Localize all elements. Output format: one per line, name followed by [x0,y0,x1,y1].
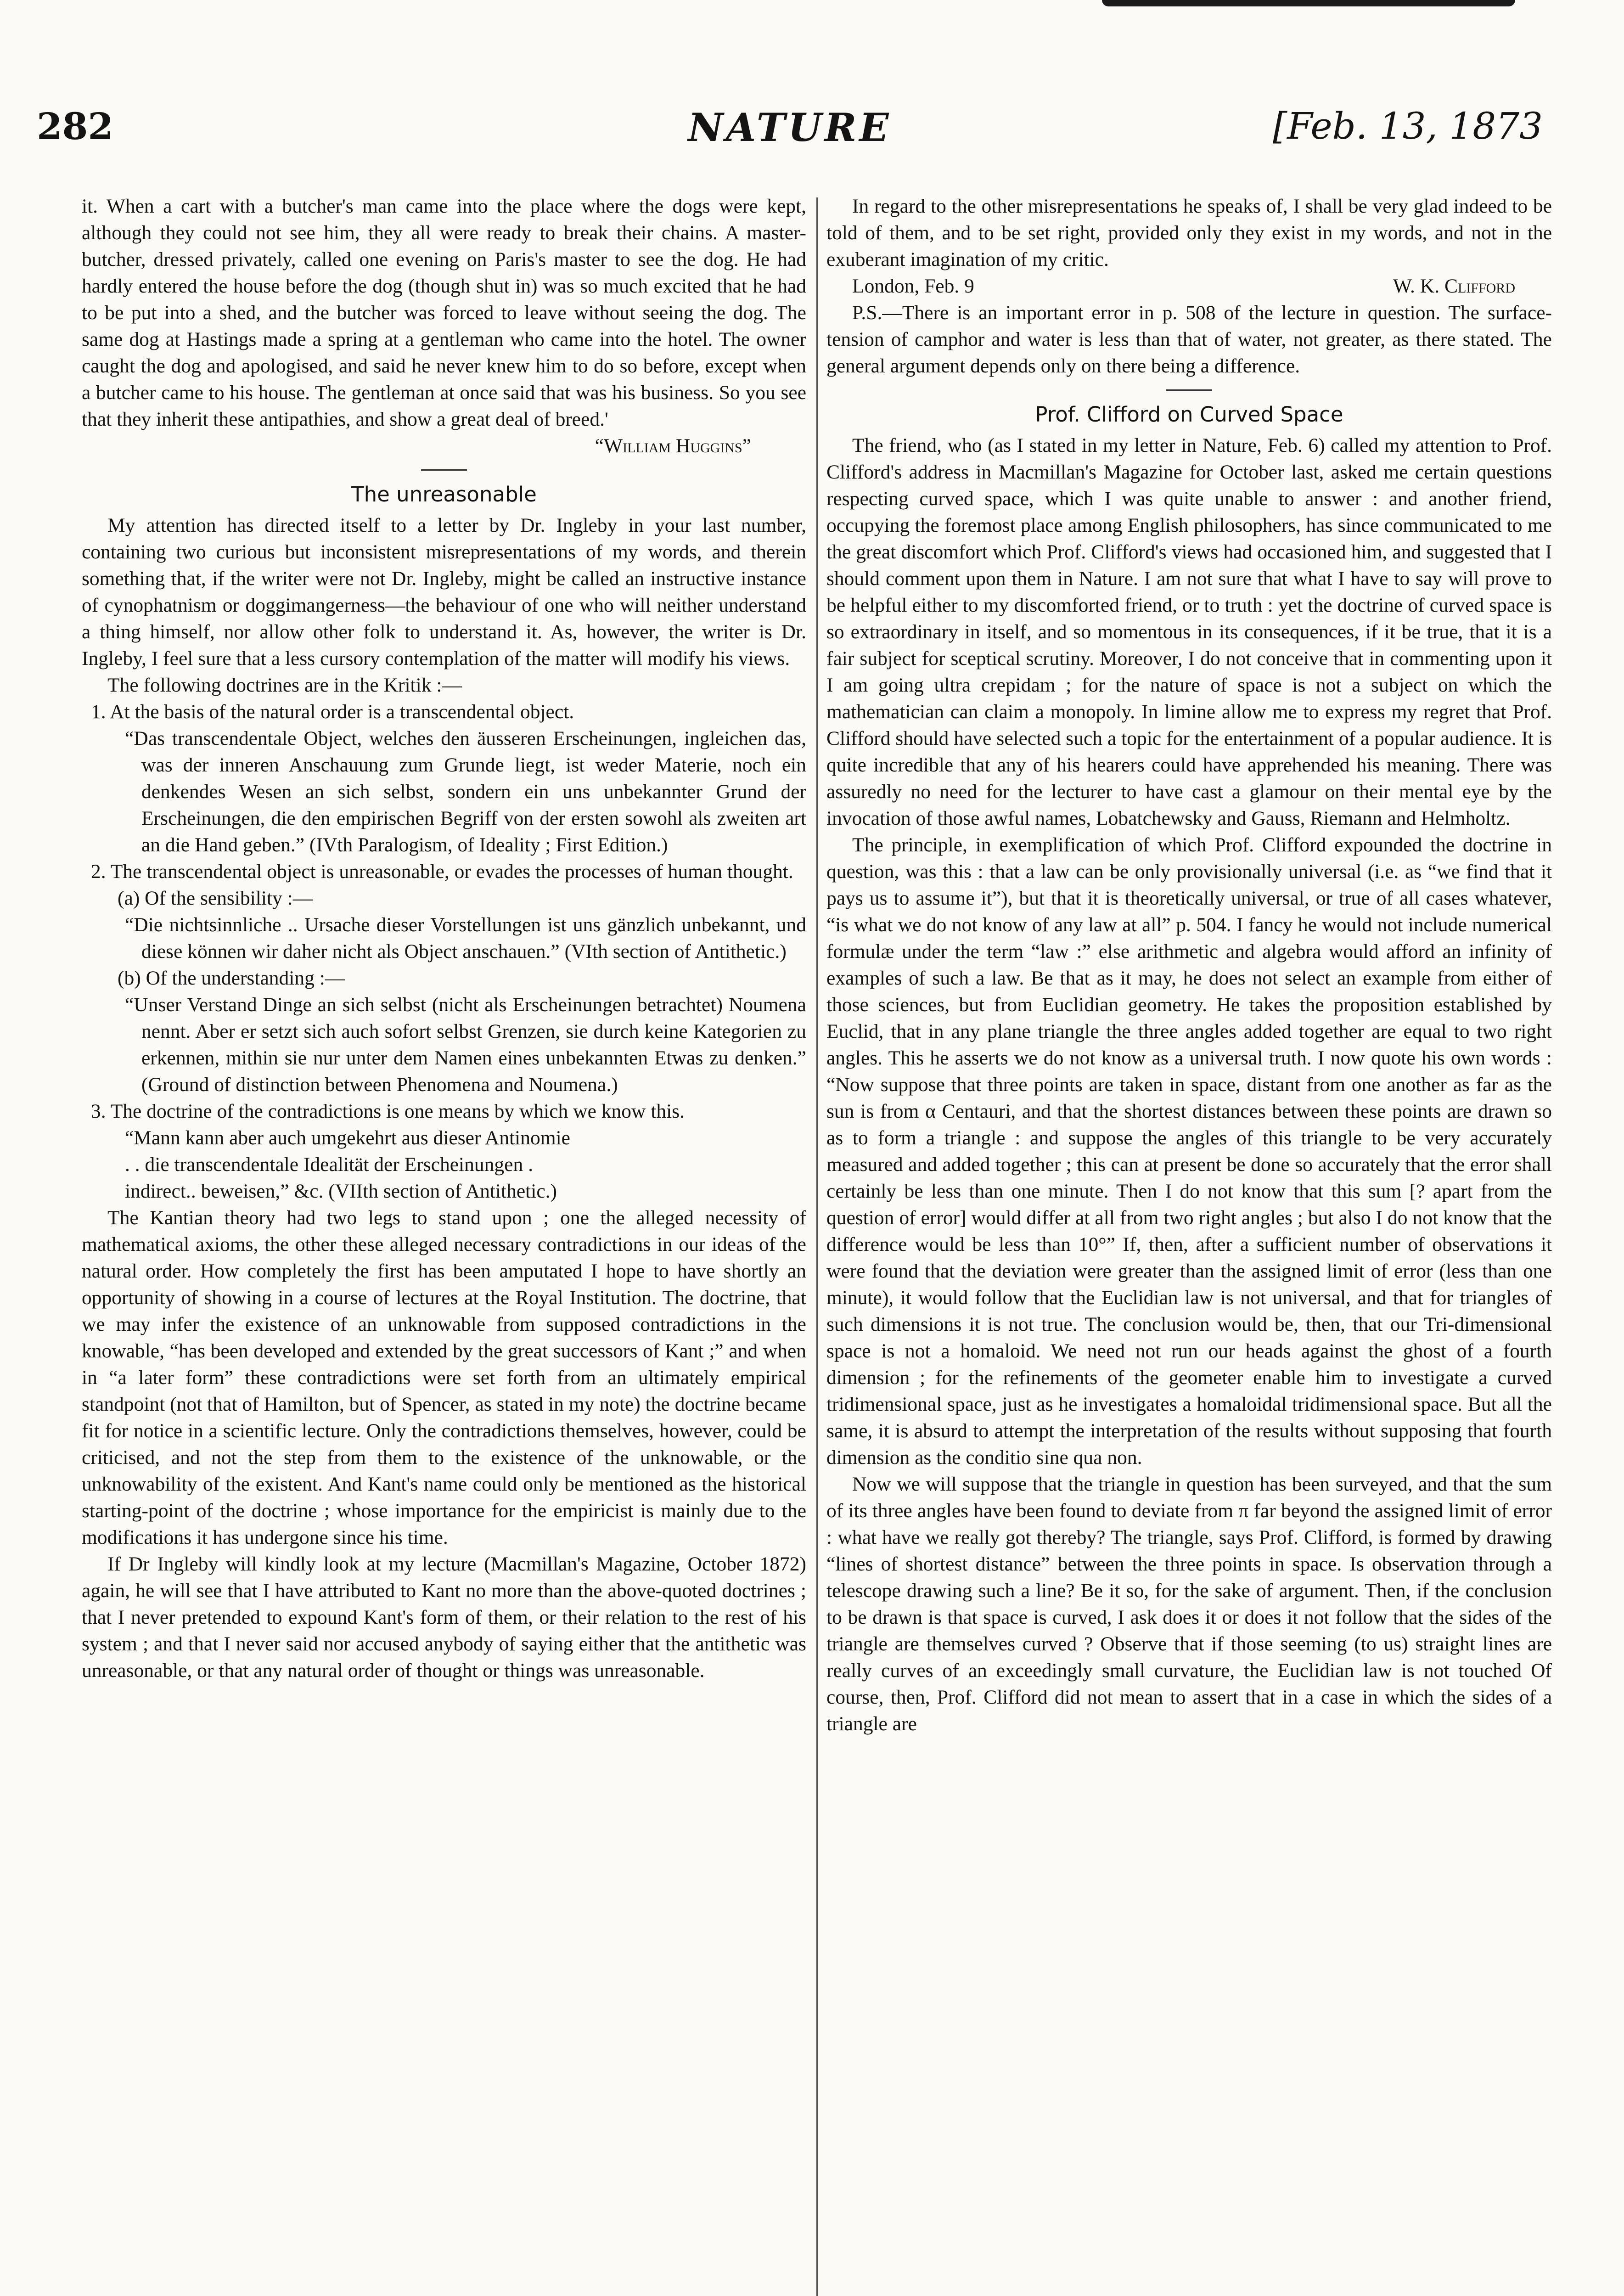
quotation: “Das transcendentale Object, welches den äusseren Erscheinungen, ingleichen das, was der inneren Anschauung zum Grunde liegt, ist weder Materie, noch ein denkendes Wesen an sich selbst, sondern ein uns unbekannter Grund der Erscheinungen, die den empirischen Begriff von der ersten sowohl als zweiten art an die Hand geben.” (IVth Paralogism, of Ideality ; First Edition.) [125,727,806,856]
list-item: 3. The doctrine of the contradictions is one means by which we know this. [91,1100,685,1122]
article-heading: The unreasonable [351,482,537,506]
column-divider [816,197,818,2296]
issue-date: [Feb. 13, 1873 [1272,105,1543,147]
paragraph: My attention has directed itself to a letter by Dr. Ingleby in your last number, containing two curious but inconsistent misrepresentations of my words, and therein something that, if the writer were not Dr. Ingleby, might be called an instructive instance of cynophatnism or doggimangerness—the behaviour of one who will neither understand a thing himself, nor allow other folk to understand it. As, however, the writer is Dr. Ingleby, I feel sure that a less cursory contemplation of the matter will modify his views. [82,514,806,670]
left-column [82,193,806,1684]
list-item: 1. At the basis of the natural order is a transcendental object. [91,701,574,723]
signature-line [826,273,1552,299]
quotation: “Unser Verstand Dinge an sich selbst (nicht als Erscheinungen betrachtet) Noumena nennt. Aber er setzt sich auch sofort selbst Grenzen, sie durch keine Kategorien zu erkennen, mithin sie nur unter dem Namen eines unbekannten Etwas zu denken.” (Ground of distinction between Phenomena and Noumena.) [125,994,806,1096]
list-item: 2. The transcendental object is unreasonable, or evades the processes of human thought. [91,861,793,883]
paragraph: The friend, who (as I stated in my letter in Nature, Feb. 6) called my attention to Prof. Clifford's address in Macmillan's Magazine for October last, asked me certain questions respecting curved space, which I was quite unable to answer : and another friend, occupying the foremost place among English philosophers, has since communicated to me the great discomfort which Prof. Clifford's views had occasioned him, and suggested that I should comment upon them in Nature. I am not sure that what I have to say will prove to be helpful either to my discomforted friend, or to truth : yet the doctrine of curved space is so extraordinary in itself, and so momentous in its consequences, if it be true, that it is a fair subject for sceptical scrutiny. Moreover, I do not conceive that in commenting upon it I am going ultra crepidam ; for the nature of space is not a subject on which the mathematician can claim a monopoly. In limine allow me to express my regret that Prof. Clifford should have selected such a topic for the entertainment of a popular audience. It is quite incredible that any of his hearers could have apprehended his meaning. There was assuredly no need for the lecturer to have cast a glamour on their mental eye by the invocation of those awful names, Lobatchewsky and Gauss, Riemann and Helmholtz. [826,434,1552,829]
right-column [826,193,1552,1737]
page-header [37,105,1543,169]
journal-title: NATURE [688,105,892,150]
place-date: London, Feb. 9 [852,275,974,297]
divider [1166,389,1212,391]
article-heading: Prof. Clifford on Curved Space [1035,402,1343,427]
top-edge-rule [1102,0,1515,6]
paragraph: it. When a cart with a butcher's man came into the place where the dogs were kept, although they could not see him, they all were ready to break their chains. A master-butcher, dressed privately, called one evening on Paris's master to see the dog. He had hardly entered the house before the dog (though shut in) was so much excited that he had to be put into a shed, and the butcher was forced to leave without seeing the dog. The same dog at Hastings made a spring at a gentleman who came into the hotel. The owner caught the dog and apologised, and said he never knew him to do so before, except when a butcher came to his house. The gentleman at once said that was his business. So you see that they inherit these antipathies, and show a great deal of breed.' [82,195,806,430]
paragraph: If Dr Ingleby will kindly look at my lecture (Macmillan's Magazine, October 1872) again, he will see that I have attributed to Kant no more than the above-quoted doctrines ; that I never pretended to expound Kant's form of them, or their relation to the rest of his system ; and that I never said nor accused anybody of saying either that the antithetic was unreasonable, or that any natural order of thought or things was unreasonable. [82,1553,806,1682]
quotation: “Die nichtsinnliche .. Ursache dieser Vorstellungen ist uns gänzlich unbekannt, und diese können wir daher nicht als Object anschauen.” (VIth section of Antithetic.) [125,914,806,962]
quotation: indirect.. beweisen,” &c. (VIIth section of Antithetic.) [125,1180,557,1202]
paragraph: The following doctrines are in the Kritik :— [107,674,462,696]
list-subitem: (b) Of the understanding :— [118,967,345,989]
divider [421,469,467,471]
paragraph: In regard to the other misrepresentations he speaks of, I shall be very glad indeed to be told of them, and to be set right, provided only they exist in my words, and not in the exuberant imagination of my critic. [826,195,1552,270]
signature: “William Huggins” [595,435,751,457]
paragraph: The Kantian theory had two legs to stand upon ; one the alleged necessity of mathematical axioms, the other these alleged necessary contradictions in our ideas of the natural order. How completely the first has been amputated I hope to have shortly an opportunity of showing in a course of lectures at the Royal Institution. The doctrine, that we may infer the existence of an unknowable from supposed contradictions in the knowable, “has been developed and extended by the great successors of Kant ;” and when in “a later form” these contradictions were set forth from an ultimately empirical standpoint (not that of Hamilton, but of Spencer, as stated in my note) the doctrine became fit for notice in a scientific lecture. Only the contradictions themselves, however, could be criticised, and not the step from them to the existence of the unknowable, or the unknowability of the existent. And Kant's name could only be mentioned as the historical starting-point of the doctrine ; whose importance for the empiricist is mainly due to the modifications it has undergone since his time. [82,1207,806,1548]
paragraph: The principle, in exemplification of which Prof. Clifford expounded the doctrine in question, was this : that a law can be only provisionally universal (i.e. as “we find that it pays us to assume it”), but that it is theoretically universal, or true of all cases whatever, “is what we do not know of any law at all” p. 504. I fancy he would not include numerical formulæ under the term “law :” else arithmetic and algebra would afford an infinity of examples of such a law. Be that as it may, he does not select an example from either of those sciences, but from Euclidian geometry. He takes the proposition established by Euclid, that in any plane triangle the three angles added together are equal to two right angles. This he asserts we do not know as a universal truth. I now quote his own words : “Now suppose that three points are taken in space, distant from one another as far as the sun is from α Centauri, and that the shortest distances between these points are drawn so as to form a triangle : and suppose the angles of this triangle to be very accurately measured and added together ; this can at present be done so accurately that the error shall certainly be less than one minute. Then I do not know that this sum [? apart from the question of error] would differ at all from two right angles ; but also I do not know that the difference would be less than 10°” If, then, after a sufficient number of observations it were found that the deviation were greater than the assigned limit of error (less than one minute), it would follow that the Euclidian law is not universal, and that for triangles of such dimensions it is not true. The conclusion would be, then, that our Tri-dimensional space is not a homaloid. We need not run our heads against the ghost of a fourth dimension ; for the refinements of the geometer enable him to investigate a curved tridimensional space, just as he investigates a homaloidal tridimensional space. But all the same, it is absurd to attempt the interpretation of the results without supposing that fourth dimension as the conditio sine qua non. [826,834,1552,1469]
postscript: P.S.—There is an important error in p. 508 of the lecture in question. The surface-tension of camphor and water is less than that of water, not greater, as there stated. The general argument depends only on there being a difference. [826,302,1552,377]
page-number: 282 [37,105,113,148]
quotation: “Mann kann aber auch umgekehrt aus dieser Antinomie [125,1127,570,1149]
signature: W. K. Clifford [1393,275,1515,297]
quotation: . . die transcendentale Idealität der Erscheinungen . [125,1154,533,1176]
list-subitem: (a) Of the sensibility :— [118,887,313,909]
paragraph: Now we will suppose that the triangle in question has been surveyed, and that the sum of its three angles have been found to deviate from π far beyond the assigned limit of error : what have we really got thereby? The triangle, says Prof. Clifford, is formed by drawing “lines of shortest distance” between the three points in space. Is observation through a telescope drawing such a line? Be it so, for the sake of argument. Then, if the conclusion to be drawn is that space is curved, I ask does it or does it not follow that the sides of the triangle are themselves curved ? Observe that if those seeming (to us) straight lines are really curves of an exceedingly small curvature, the Euclidian law is not touched Of course, then, Prof. Clifford did not mean to assert that in a case in which the sides of a triangle are [826,1473,1552,1735]
